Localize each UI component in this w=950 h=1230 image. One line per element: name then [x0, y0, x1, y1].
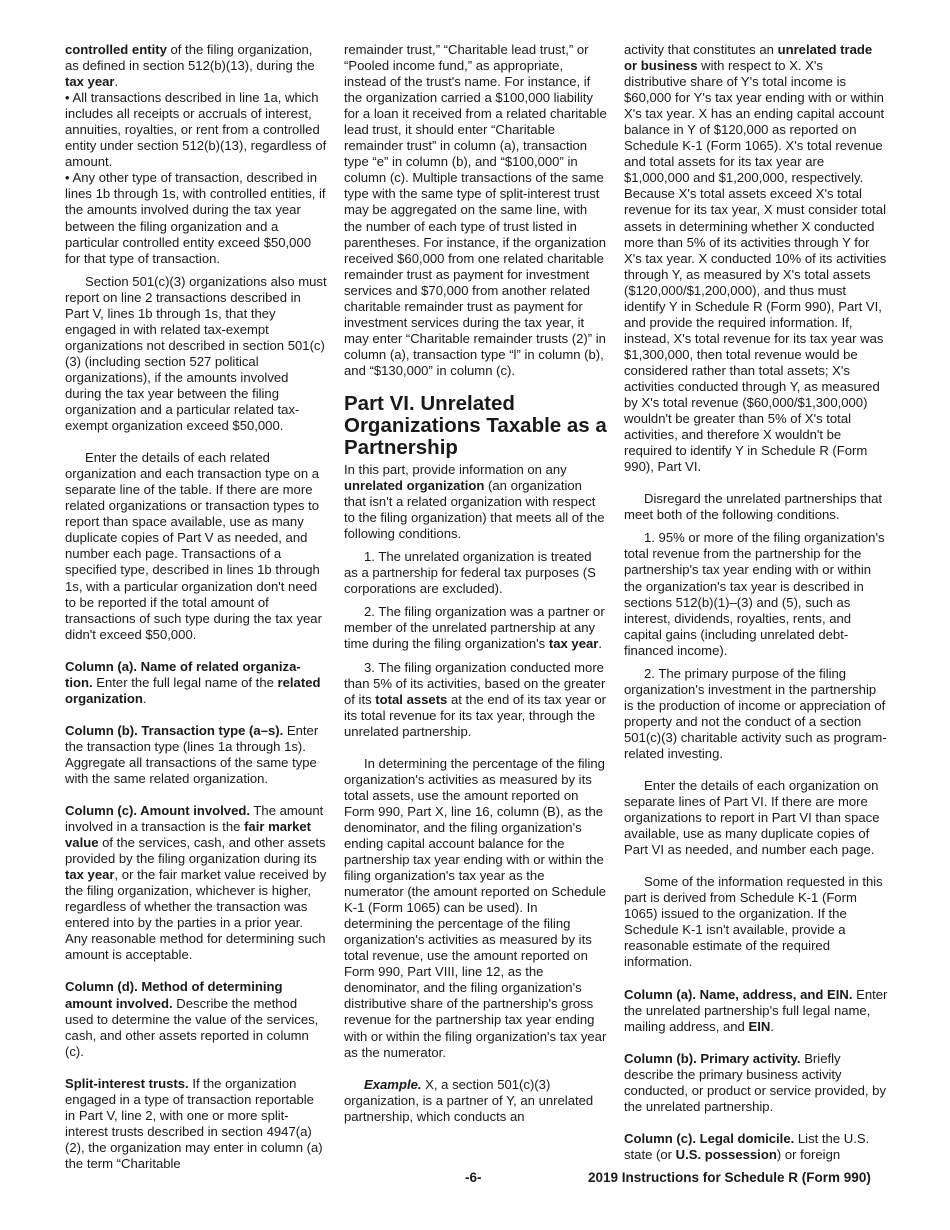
column-d-paragraph: Column (d). Method of determining amount involved. Describe the method used to determine the value of the services, cash, and other assets reported in column (c).: [65, 979, 319, 1059]
section-heading: Part VI. Unrelated Organizations Taxable as a Partnership: [344, 391, 607, 459]
column-b-paragraph: Column (b). Primary activity. Briefly describe the primary business activity conducted, or product or service provided, by the unrelated partnership.: [624, 1050, 887, 1114]
paragraph: controlled entity of the filing organization, as defined in section 512(b)(13), during the tax year. • All transactions described in line 1a, which includes all receipts or accruals of interest, annuities, royalties, or rent from a controlled entity under section 512(b)(13), regardless of amount. • Any other type of transaction, described in lines 1b through 1s, with controlled entities, if the amounts involved during the tax year between the filing organization and a particular controlled entity exceed $50,000 for that type of transaction.: [65, 42, 327, 266]
footer-title: 2019 Instructions for Schedule R (Form 990): [588, 1170, 871, 1185]
list-item: 2. The filing organization was a partner or member of the unrelated partnership at any time during the filing organization's tax year.: [344, 604, 605, 652]
column-c-paragraph: Column (c). Legal domicile. List the U.S. state (or U.S. possession) or foreign: [624, 1130, 870, 1162]
paragraph: remainder trust,” “Charitable lead trust,” or “Pooled income fund,” as appropriate, instead of the trust's name. For instance, if the organization carried a $100,000 liability for a loan it received from a related charitable lead trust, it should enter “Charitable remainder trust” in column (a), transaction type “e” in column (b), and “$100,000” in column (c). Multiple transactions of the same type with the same type of split-interest trust may be aggregated on the same line, with the number of each type of trust listed in parentheses. For instance, if the organization received $60,000 from one related charitable remainder trust as payment for investment services and $70,000 from another related charitable remainder trust as payment for investment services during the tax year, it may enter “Charitable remainder trusts (2)” in column (a), transaction type “l” in column (b), and “$130,000” in column (c).: [344, 42, 607, 378]
example-label: Example.: [364, 1076, 422, 1092]
list-item: 2. The primary purpose of the filing organization's investment in the partnership is the production of income or appreciation of property and not the conduct of a section 501(c)(3) charitable activity such as program-related investing.: [624, 665, 887, 761]
subheading: Column (c). Legal domicile.: [624, 1130, 795, 1146]
column-b-paragraph: Column (b). Transaction type (a–s). Enter the transaction type (lines 1a through 1s). Aggregate all transactions of the same type with the same related organization.: [65, 722, 319, 786]
paragraph: In determining the percentage of the filing organization's activities as measured by its total assets, use the amount reported on Form 990, Part X, line 16, column (B), as the denominator, and the filing organization's ending capital account balance for the partnership tax year ending with or within the filing organization's tax year as the numerator (the amount reported on Schedule K-1 (Form 1065) can be used). In determining the percentage of the filing organization's activities as measured by its total revenue, use the amount reported on Form 990, Part VIII, line 12, as the denominator, and the filing organization's distributive share of the partnership's gross revenue for the partnership tax year ending with or within the filing organization's tax year as the numerator.: [344, 755, 607, 1060]
subheading: Column (c). Amount involved.: [65, 803, 251, 819]
column-1: [65, 42, 327, 1172]
paragraph: In this part, provide information on any unrelated organization (an organization that isn't a related organization with respect to the filing organization) that meets all of the following conditions.: [344, 461, 605, 542]
column-a-paragraph: Column (a). Name, address, and EIN. Enter the unrelated partnership's full legal name, mailing address, and EIN.: [624, 986, 888, 1034]
subheading: Column (a). Name, address, and EIN.: [624, 986, 853, 1002]
column-c-paragraph: Column (c). Amount involved. The amount involved in a transaction is the fair market value of the services, cash, and other assets provided by the filing organization during its tax year, or the fair market value received by the filing organization, whichever is higher, regardless of whether the transaction was entered into by the parties in a prior year. Any reasonable method for determining such amount is acceptable.: [65, 803, 327, 963]
bullet-item: • All transactions described in line 1a, which includes all receipts or accruals of interest, annuities, royalties, or rent from a controlled entity under section 512(b)(13), regardless of amount.: [65, 90, 327, 170]
paragraph: activity that constitutes an unrelated trade or business with respect to X. X's distributive share of Y's total income is $60,000 for Y's tax year ending with or within X's tax year. X has an ending capital account balance in Y of $120,000 as reported on Schedule K-1 (Form 1065). X's total revenue and total assets for its tax year are $1,000,000 and $1,200,000, respectively. Because X's total assets exceed X's total revenue for its tax year, X must consider total assets in determining whether X conducted more than 5% of its activities through Y for X's tax year. X conducted 10% of its activities through Y, as measured by X's total assets ($120,000/$1,200,000), and thus must identify Y in Schedule R (Form 990), Part VI, and provide the required information. If, instead, X's total revenue for its tax year was $1,300,000, then total revenue would be considered rather than total assets; X's activities conducted through Y, as measured by X's total revenue ($60,000/$1,300,000) wouldn't be greater than 5% of X's total activities, and therefore X wouldn't be required to identify Y in Schedule R (Form 990), Part VI.: [624, 42, 887, 475]
paragraph: Enter the details of each related organization and each transaction type on a separate line of the table. If there are more related organizations or transaction types to report than space available, use as many duplicate copies of Part V as needed, and number each page. Transactions of a specified type, described in lines 1b through 1s, with a particular organization don't need to be reported if the total amount of transactions of such type during the tax year didn't exceed $50,000.: [65, 450, 322, 642]
list-item: 3. The filing organization conducted more than 5% of its activities, based on the greater of its total assets at the end of its tax year or its total revenue for its tax year, through the unrelated partnership.: [344, 659, 607, 739]
list-item: 1. The unrelated organization is treated as a partnership for federal tax purposes (S corporations are excluded).: [344, 549, 596, 597]
subheading: Column (d). Method of determining amount involved.: [65, 979, 283, 1011]
paragraph: Some of the information requested in this part is derived from Schedule K-1 (Form 1065) issued to the organization. If the Schedule K-1 isn't available, provide a reasonable estimate of the required information.: [624, 874, 883, 970]
column-a-paragraph: Column (a). Name of related organiza-tion. Enter the full legal name of the related organization.: [65, 658, 321, 706]
subheading: Column (b). Primary activity.: [624, 1050, 801, 1066]
bullet-item: • Any other type of transaction, described in lines 1b through 1s, with controlled entities, if the amounts involved during the tax year between the filing organization and a particular controlled entity exceed $50,000 for that type of transaction.: [65, 170, 326, 266]
subheading: Column (a). Name of related organiza-tion.: [65, 658, 301, 690]
split-interest-paragraph: Split-interest trusts. If the organization engaged in a type of transaction reportable in Part V, line 2, with one or more split-interest trusts described in section 4947(a)(2), the organization may enter in column (a) the term “Charitable: [65, 1075, 323, 1171]
subheading: Split-interest trusts.: [65, 1075, 189, 1091]
paragraph: Enter the details of each organization on separate lines of Part VI. If there are more organizations to report in Part VI than space available, use as many duplicate copies of Part VI as needed, and number each page.: [624, 778, 880, 858]
column-3: [624, 42, 888, 1163]
paragraph: Section 501(c)(3) organizations also must report on line 2 transactions described in Part V, lines 1b through 1s, that they engaged in with related tax-exempt organizations not described in section 501(c)(3) (including section 527 political organizations), if the amounts involved during the tax year between the filing organization and a particular related tax-exempt organization exceed $50,000.: [65, 273, 327, 434]
paragraph: Disregard the unrelated partnerships that meet both of the following conditions.: [624, 491, 883, 523]
page-number: -6-: [465, 1170, 482, 1185]
column-2: [344, 42, 607, 1125]
example-paragraph: Example. X, a section 501(c)(3) organization, is a partner of Y, an unrelated partnership, which conducts an: [344, 1076, 594, 1124]
list-item: 1. 95% or more of the filing organization's total revenue from the partnership for the partnership's tax year ending with or within the organization's tax year is described in sections 512(b)(1)–(3) and (5), such as interest, dividends, royalties, rents, and capital gains (including unrelated debt-financed income).: [624, 530, 885, 658]
subheading: Column (b). Transaction type (a–s).: [65, 722, 284, 738]
